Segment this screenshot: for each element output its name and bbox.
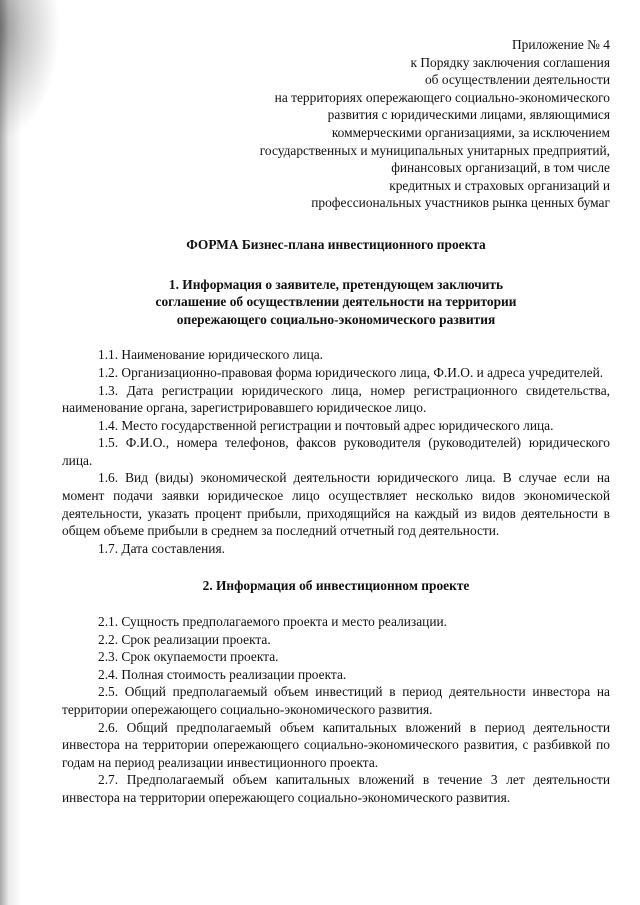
appendix-line: об осуществлении деятельности [424,72,610,88]
section-1-title [62,276,610,329]
section-1-item: 1.6. Вид (виды) экономической деятельности юридического лица. В случае если на момент подачи заявки юридическое лицо осуществляет несколько видов экономической деятельности, указать процент прибыли, приходящийся на каждый из видов деятельности в общем объеме прибыли в среднем за последний отчетный год деятельности. [62,470,610,539]
section-2-item: 2.6. Общий предполагаемый объем капитальных вложений в период деятельности инвестора на территории опережающего социально-экономического развития, с разбивкой по годам на период реализации инвестиционного проекта. [62,719,610,770]
appendix-line: профессиональных участников рынка ценных бумаг [311,195,610,211]
appendix-line: государственных и муниципальных унитарных предприятий, [259,142,610,158]
section-1-items [62,346,610,557]
appendix-header [62,36,610,212]
form-title: ФОРМА Бизнес-плана инвестиционного проекта [186,236,486,252]
section-1-item: 1.4. Место государственной регистрации и почтовый адрес юридического лица. [98,417,554,433]
document-page [62,36,610,807]
appendix-line: на территориях опережающего социально-экономического [274,89,610,105]
section-2-item: 2.5. Общий предполагаемый объем инвестиций в период деятельности инвестора на территории опережающего социально-экономического развития. [62,684,610,717]
section-1-title-line: соглашение об осуществлении деятельности на территории [155,294,517,310]
section-2-item: 2.3. Срок окупаемости проекта. [98,649,279,665]
appendix-line: кредитных и страховых организаций и [389,177,610,193]
appendix-line: Приложение № 4 [511,37,610,52]
appendix-line: финансовых организаций, в том числе [391,160,610,176]
section-1-item: 1.2. Организационно-правовая форма юридического лица, Ф.И.О. и адреса учредителей. [98,364,604,380]
section-2-item: 2.7. Предполагаемый объем капитальных вложений в течение 3 лет деятельности инвестора на территории опережающего социально-экономического развития. [62,772,610,805]
section-1-title-line: опережающего социально-экономического развития [176,311,496,327]
appendix-line: развития с юридическими лицами, являющимися [327,107,610,123]
section-2-item: 2.2. Срок реализации проекта. [98,631,271,647]
section-1-item: 1.1. Наименование юридического лица. [98,347,324,363]
section-1-item: 1.5. Ф.И.О., номера телефонов, факсов руководителя (руководителей) юридического лица. [62,435,610,468]
section-2-title: 2. Информация об инвестиционном проекте [202,578,470,594]
appendix-line: к Порядку заключения соглашения [410,54,610,70]
section-1-item: 1.3. Дата регистрации юридического лица, номер регистрационного свидетельства, наименование органа, зарегистрировавшего юридическое лицо. [62,382,610,416]
scan-shadow-corner [0,0,60,140]
section-1-title-line: 1. Информация о заявителе, претендующем заключить [168,276,504,292]
section-1-item: 1.7. Дата составления. [98,540,225,556]
section-2-item: 2.4. Полная стоимость реализации проекта. [98,666,347,682]
appendix-line: коммерческими организациями, за исключением [331,124,610,140]
section-2-item: 2.1. Сущность предполагаемого проекта и место реализации. [98,614,447,630]
section-2-items [62,613,610,807]
